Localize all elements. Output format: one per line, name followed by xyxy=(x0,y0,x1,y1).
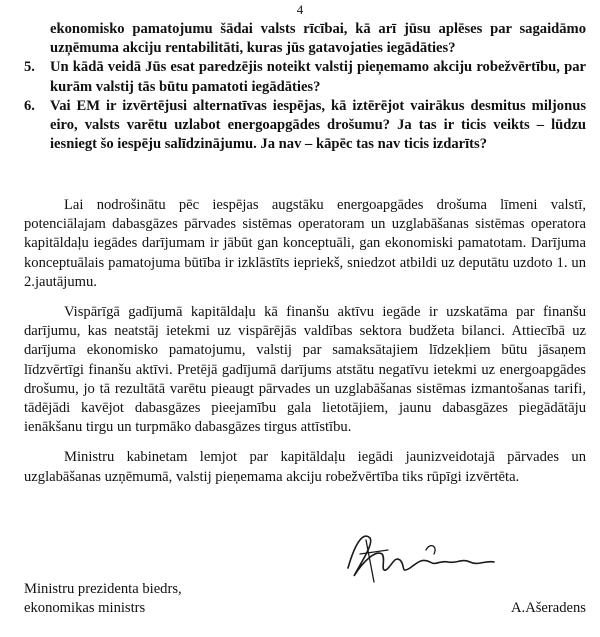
question-number: 5. xyxy=(24,59,35,76)
question-number: 6. xyxy=(24,97,35,114)
question-4-continuation: ekonomisko pamatojumu šādai valsts rīcībai, kā arī jūsu aplēses par sagaidāmo uzņēmuma akciju rentabilitāti, kuras jūs gatavojaties iegādāties? xyxy=(50,21,586,57)
questions-block xyxy=(24,20,586,154)
answer-body xyxy=(24,196,586,498)
paragraph: Ministru kabinetam lemjot par kapitāldaļu iegādi jaunizveidotajā pārvades un uzglabāšanas uzņēmumā, valstij pieņemama akciju robežvērtība tiks rūpīgi izvērtēta. xyxy=(24,449,586,485)
position-line: Ministru prezidenta biedrs, xyxy=(24,581,182,597)
signer-name: A.Ašeradens xyxy=(511,600,586,616)
paragraph: Lai nodrošinātu pēc iespējas augstāku energoapgādes drošuma līmeni valstī, potenciālajam dabasgāzes pārvades sistēmas operatoram un uzglabāšanas sistēmas operatora kapitāldaļu iegādes darījumam ir jābūt gan konceptuāli, gan ekonomiski pamatotam. Darījuma konceptuālais pamatojuma būtība ir izklāstīts iepriekš, sniedzot atbildi uz deputātu uzdoto 1. un 2.jautājumu. xyxy=(24,197,586,290)
signature-block xyxy=(24,580,586,630)
page-number: 4 xyxy=(296,2,304,17)
signer-position xyxy=(24,580,182,618)
question-6 xyxy=(24,97,586,155)
question-text: Un kādā veidā Jūs esat paredzējis noteikt valstij pieņemamo akciju robežvērtību, par kurām valstij tās būtu pamatoti iegādāties? xyxy=(50,59,586,95)
question-text: Vai EM ir izvērtējusi alternatīvas iespējas, kā iztērējot vairākus desmitus miljonus eiro, valsts varētu uzlabot energoapgādes drošumu? Ja tas ir ticis veikts – lūdzu iesniegt šo iespēju salīdzinājumu. Ja nav – kāpēc tas nav ticis izdarīts? xyxy=(50,97,586,153)
question-5 xyxy=(24,58,586,96)
paragraph: Vispārīgā gadījumā kapitāldaļu kā finanšu aktīvu iegāde ir uzskatāma par finanšu darījumu, kas neatstāj ietekmi uz vispārējās valdības sektora budžeta bilanci. Attiecībā uz darījuma ekonomisko pamatojumu, valstij par samaksātajiem līdzekļiem būtu jāsaņem līdzvērtīgi finanšu aktīvi. Pretējā gadījumā darījums atstātu negatīvu ietekmi uz energoapgādes drošumu, jo tā rezultātā varētu pieaugt pārvades un uzglabāšanas sistēmas izmantošanas tarifi, tādējādi kavējot dabasgāzes pieejamību gala lietotājiem, jaunu dabasgāzes piegādātāju ienākšanu tirgu un turpmāko dabasgāzes tirgus attīstību. xyxy=(24,304,586,436)
position-line: ekonomikas ministrs xyxy=(24,600,146,617)
